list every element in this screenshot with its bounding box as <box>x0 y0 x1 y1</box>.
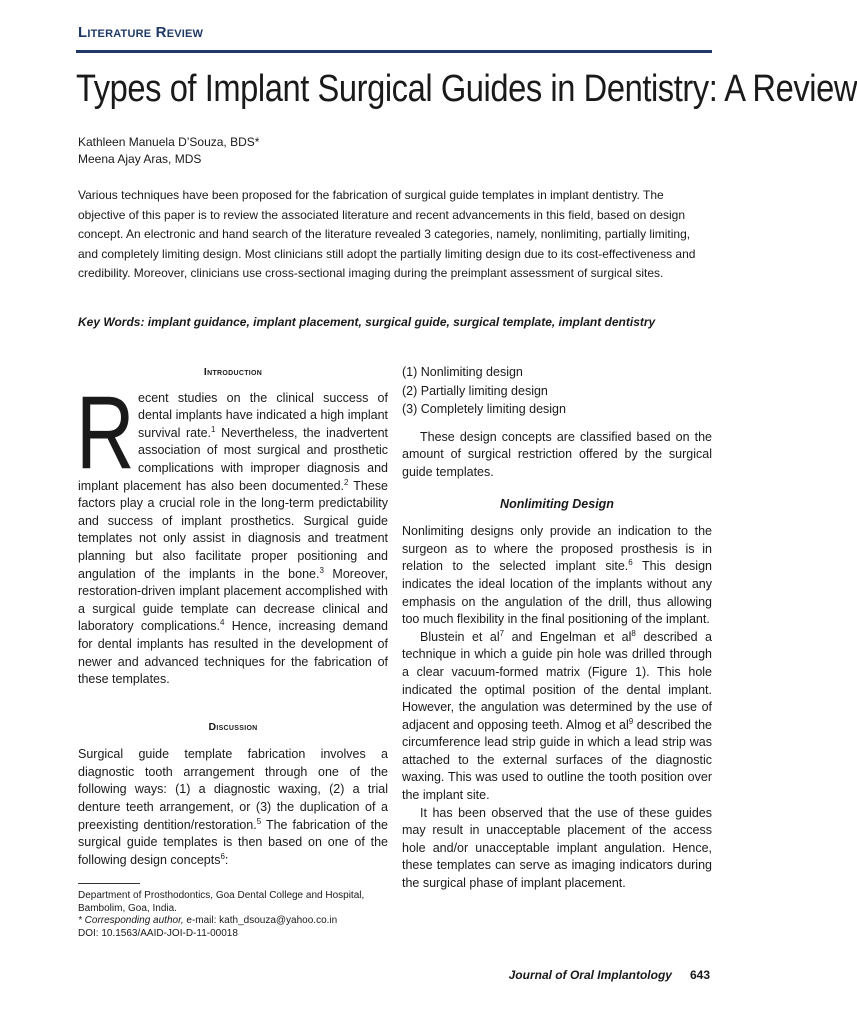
author-1: Kathleen Manuela D’Souza, BDS* <box>78 135 260 149</box>
keywords: Key Words: implant guidance, implant placement, surgical guide, surgical template, implant dentistry <box>78 315 656 329</box>
section-label: Literature Review <box>78 24 204 41</box>
list-item: (2) Partially limiting design <box>402 383 548 398</box>
footnote-rule <box>78 883 140 884</box>
ref-1: 1 <box>211 424 216 434</box>
ref-7: 7 <box>499 628 505 638</box>
ref-8: 8 <box>631 628 636 638</box>
nonlimiting-paragraph-3: It has been observed that the use of these guides may result in unacceptable placement of the access hole and/or unacceptable implant angulation. Hence, these templates can serve as imaging indicators during the surgical phase of implant placement. <box>402 805 712 891</box>
ref-2: 2 <box>344 477 349 487</box>
list-item: (1) Nonlimiting design <box>402 365 523 379</box>
abstract: Various techniques have been proposed for the fabrication of surgical guide templates in implant dentistry. The objective of this paper is to review the associated literature and recent advancements in this field, based on design concept. An electronic and hand search of the literature revealed 3 categories, namely, nonlimiting, partially limiting, and completely limiting design. Most clinicians still adopt the partially limiting design due to its cost-effectiveness and credibility. Moreover, clinicians use cross-sectional imaging during the preimplant assessment of surgical sites. <box>78 188 696 280</box>
drop-cap: R <box>76 374 135 491</box>
discussion-heading: Discussion <box>208 720 258 733</box>
corresponding-author: * Corresponding author, e-mail: kath_dsouza@yahoo.co.in <box>78 915 338 927</box>
left-column <box>78 364 388 940</box>
author-2: Meena Ajay Aras, MDS <box>78 152 202 166</box>
list-item: (3) Completely limiting design <box>402 402 566 417</box>
ref-6: 6 <box>628 558 633 568</box>
discussion-paragraph: Surgical guide template fabrication involves a diagnostic tooth arrangement through one of the following ways: (1) a diagnostic waxing, (2) a trial denture teeth arrangement, or (3) the duplication of a preexisting dentition/restoration.$^5$ The fabrication of the surgical guide templates is then based on one of the following design concepts$^6$: <box>78 747 389 867</box>
ref-3: 3 <box>319 565 324 575</box>
nonlimiting-paragraph-2: Blustein et $al^7$ and Engelman et $al^8$ described a technique in which a guide pin hole was drilled through a clear vacuum-formed matrix (Figure 1). This hole indicated the optimal position of the dental implant. However, the angulation was determined by the use of adjacent and opposing teeth. Almog et $al^9$ described the circumference lead strip guide in which a lead strip was attached to the external surfaces of the diagnostic waxing. This was used to outline the tooth position over the implant site. <box>402 628 712 803</box>
authors <box>78 134 259 168</box>
introduction-heading: Introduction <box>203 366 263 378</box>
design-list <box>402 364 712 419</box>
nonlimiting-paragraph-1: Nonlimiting designs only provide an indication to the surgeon as to where the proposed prosthesis is in relation to the selected implant site.$^6$ This design indicates the ideal location of the implants without any emphasis on the angulation of the drill, thus allowing too much flexibility in the final positioning of the implant. <box>402 524 712 627</box>
ref-6: 6 <box>220 851 225 861</box>
ref-5: 5 <box>256 816 262 826</box>
design-intro-paragraph: These design concepts are classified based on the amount of surgical restriction offered by the surgical guide templates. <box>402 429 712 479</box>
ref-9: 9 <box>628 716 634 726</box>
ref-4: 4 <box>220 618 225 628</box>
page-number: 643 <box>689 968 710 982</box>
affiliation: Department of Prosthodontics, Goa Dental College and Hospital, Bambolim, Goa, India. <box>78 890 365 914</box>
right-column <box>402 364 712 893</box>
nonlimiting-heading: Nonlimiting Design <box>500 496 614 511</box>
header-rule <box>76 50 712 53</box>
doi: DOI: 10.1563/AAID-JOI-D-11-00018 <box>78 927 238 939</box>
article-title: Types of Implant Surgical Guides in Dentistry: A Review <box>76 68 857 110</box>
page-footer <box>509 968 710 982</box>
footnote <box>78 890 388 940</box>
journal-name: Journal of Oral Implantology <box>508 968 672 982</box>
introduction-paragraph: Recent studies on the clinical success of dental implants have indicated a high implant survival rate.$^1$ Nevertheless, the inadvertent association of most surgical and prosthetic complications with improper diagnosis and implant placement has also been documented.$^2$ These factors play a crucial role in the long-term predictability and success of implant prosthetics. Surgical guide templates not only assist in diagnosis and treatment planning but also facilitate proper positioning and angulation of the implants in the bone.$^3$ Moreover, restoration-driven implant placement accomplished with a surgical guide template can decrease clinical and laboratory complications.$^4$ Hence, increasing demand for dental implants has resulted in the development of newer and advanced techniques for the fabrication of these templates. <box>76 374 388 687</box>
